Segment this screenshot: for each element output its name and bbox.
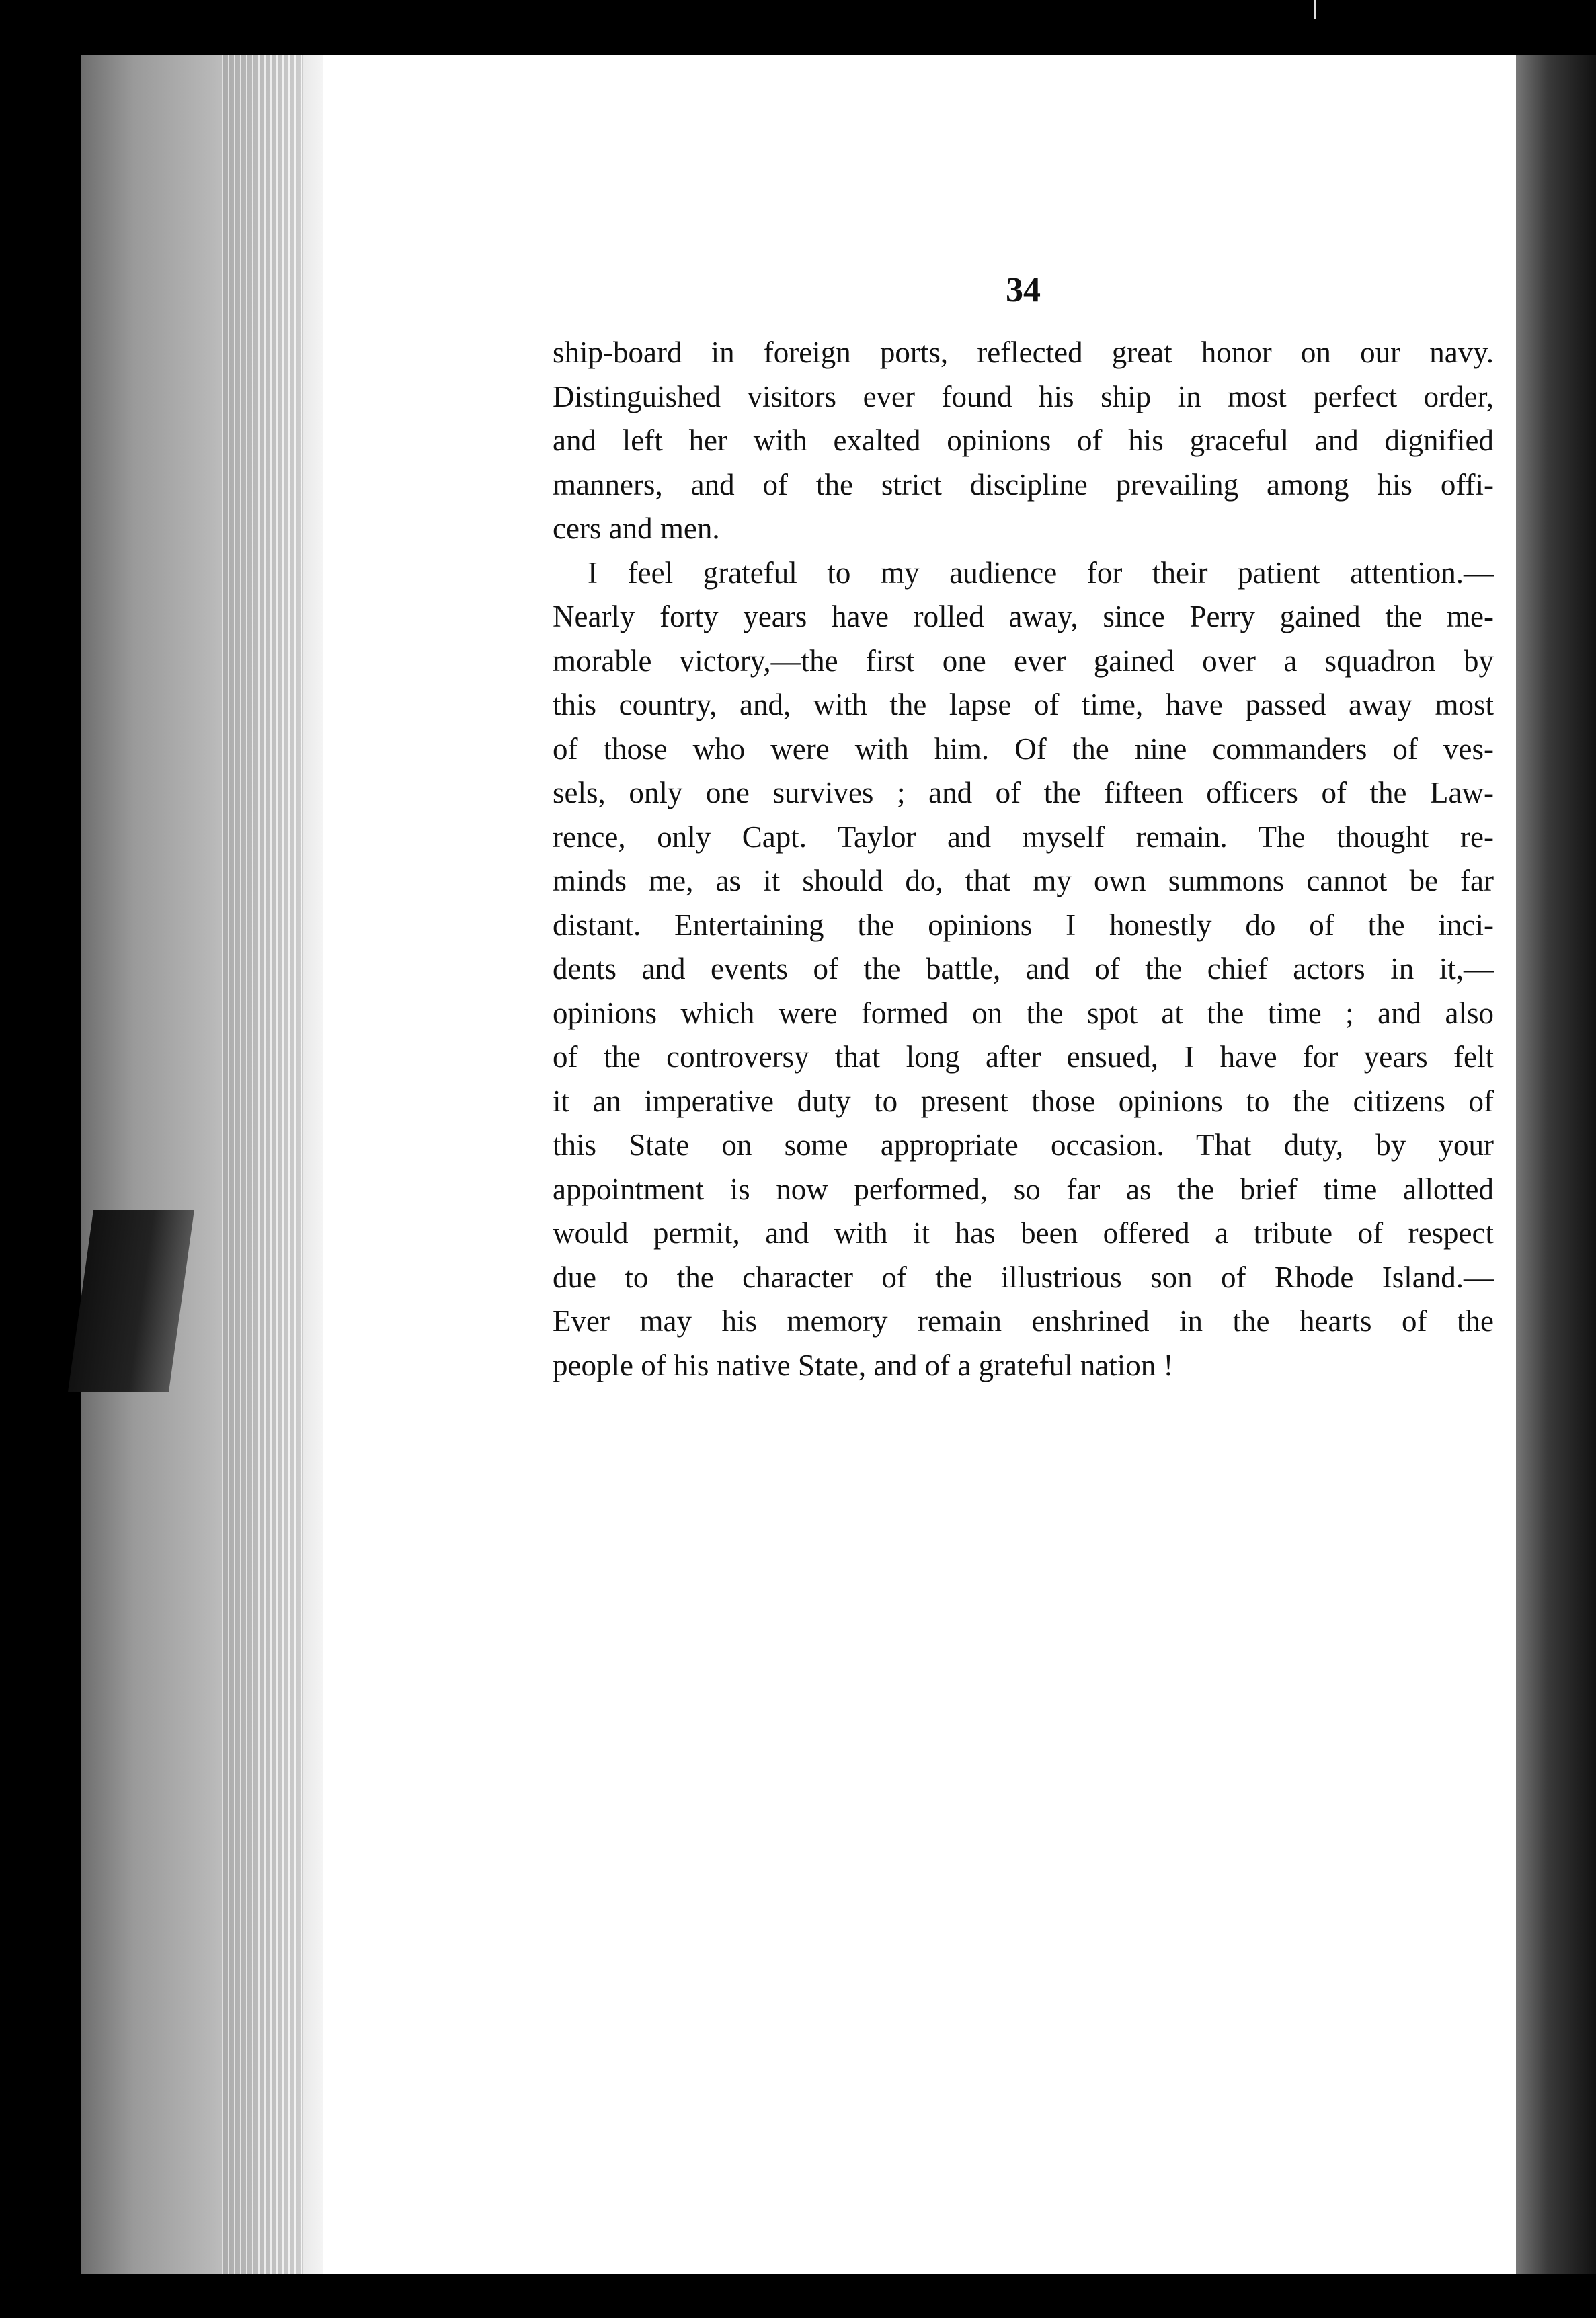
text-line: Nearly forty years have rolled away, since Perry gained the me-: [553, 600, 1494, 633]
left-page-gutter: [81, 55, 323, 2274]
text-line: ship-board in foreign ports, reflected great honor on our navy.: [553, 335, 1494, 369]
text-line: morable victory,—the first one ever gained over a squadron by: [553, 643, 1494, 678]
scan-tick-mark: [1314, 0, 1316, 19]
text-line: Ever may his memory remain enshrined in the hearts of the: [553, 1304, 1494, 1338]
page-edge-lines: [222, 55, 303, 2274]
text-line: manners, and of the strict discipline prevailing among his offi-: [553, 467, 1494, 502]
text-line: dents and events of the battle, and of the chief actors in it,—: [553, 952, 1494, 986]
page-text-block: [553, 269, 1494, 1388]
text-line: I feel grateful to my audience for their patient attention.—: [588, 555, 1494, 590]
text-line: cers and men.: [553, 512, 720, 545]
text-line: of the controversy that long after ensued, I have for years felt: [553, 1040, 1494, 1074]
text-line: it an imperative duty to present those opinions to the citizens of: [553, 1084, 1494, 1118]
text-line: would permit, and with it has been offered a tribute of respect: [553, 1216, 1494, 1250]
text-line: this State on some appropriate occasion. That duty, by your: [553, 1128, 1494, 1162]
text-line: people of his native State, and of a grateful nation !: [553, 1348, 1174, 1382]
text-line: distant. Entertaining the opinions I honestly do of the inci-: [553, 908, 1494, 942]
text-line: sels, only one survives ; and of the fifteen officers of the Law-: [553, 776, 1494, 809]
binding-shadow-mark: [68, 1210, 194, 1392]
text-line: appointment is now performed, so far as the brief time allotted: [553, 1172, 1494, 1206]
page-number: 34: [1006, 271, 1041, 309]
text-line: opinions which were formed on the spot at the time ; and also: [553, 996, 1494, 1030]
text-line: of those who were with him. Of the nine commanders of ves-: [553, 731, 1494, 766]
text-line: Distinguished visitors ever found his ship in most perfect order,: [553, 379, 1494, 413]
text-line: this country, and, with the lapse of time, have passed away most: [553, 688, 1494, 721]
right-scan-edge: [1516, 55, 1596, 2274]
text-line: and left her with exalted opinions of his graceful and dignified: [553, 424, 1494, 457]
text-line: minds me, as it should do, that my own summons cannot be far: [553, 864, 1494, 897]
text-line: rence, only Capt. Taylor and myself remain. The thought re-: [553, 820, 1494, 854]
text-line: due to the character of the illustrious son of Rhode Island.—: [553, 1260, 1494, 1294]
